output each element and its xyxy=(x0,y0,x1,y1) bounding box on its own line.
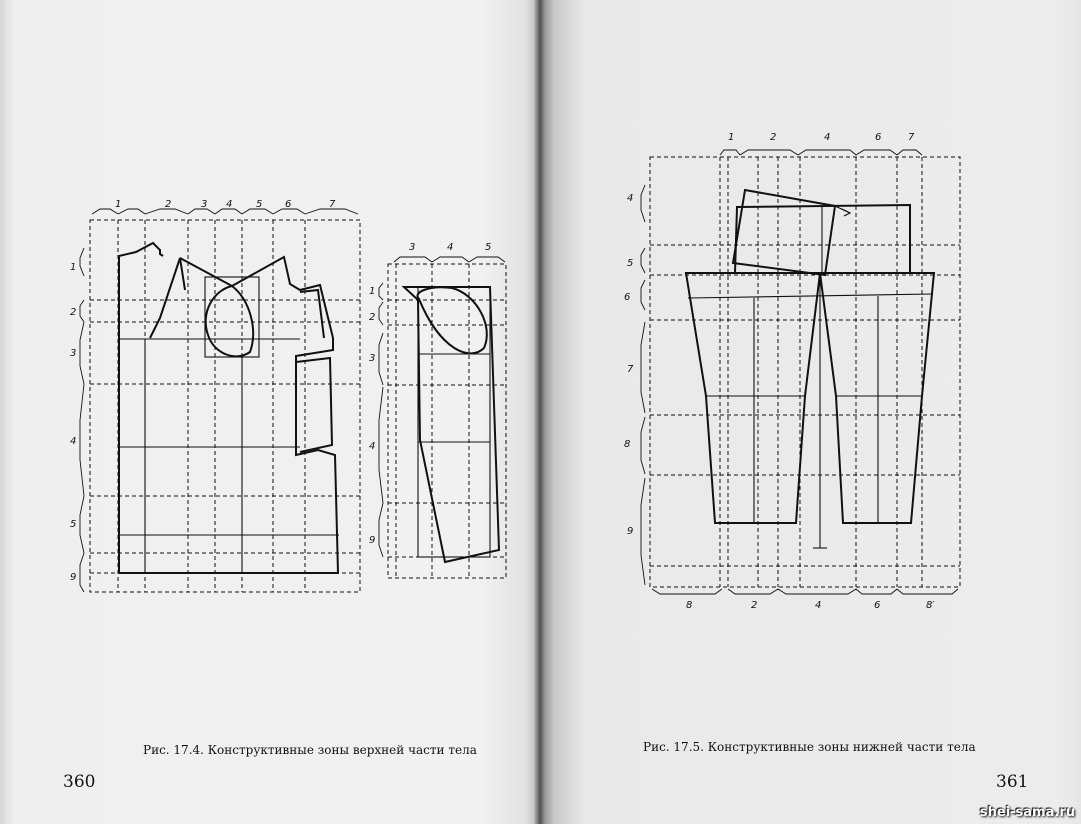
fig-a-top-label-1: 2 xyxy=(165,199,172,210)
fig-c-top-label-3: 6 xyxy=(875,132,882,143)
fig-b-side-label-0: 1 xyxy=(369,286,376,297)
fig-a-side-label-1: 2 xyxy=(70,307,77,318)
fig-b-side-label-4: 9 xyxy=(369,535,376,546)
figure-upper-body-sleeve xyxy=(379,257,506,578)
fig-b-side-label-2: 3 xyxy=(369,353,376,364)
fig-a-top-label-5: 6 xyxy=(285,199,292,210)
fig-c-bottom-label-4: 8′ xyxy=(926,600,935,611)
fig-c-side-label-4: 8 xyxy=(624,439,631,450)
fig-b-side-label-1: 2 xyxy=(369,312,376,323)
fig-c-side-label-2: 6 xyxy=(624,292,631,303)
figure-lower-body xyxy=(641,150,960,594)
fig-a-top-label-0: 1 xyxy=(115,199,122,210)
fig-c-side-label-1: 5 xyxy=(627,258,634,269)
fig-c-top-label-1: 2 xyxy=(770,132,777,143)
page-number-left: 360 xyxy=(63,772,96,792)
fig-c-top-label-4: 7 xyxy=(908,132,915,143)
zone-labels xyxy=(70,132,935,611)
fig-b-top-label-1: 4 xyxy=(447,242,454,253)
fig-a-top-label-6: 7 xyxy=(329,199,336,210)
fig-a-side-label-4: 5 xyxy=(70,519,77,530)
fig-c-side-label-5: 9 xyxy=(627,526,634,537)
watermark: shei-sama.ru xyxy=(979,805,1075,820)
fig-a-side-label-5: 9 xyxy=(70,572,77,583)
fig-a-side-label-0: 1 xyxy=(70,262,77,273)
fig-c-bottom-label-1: 2 xyxy=(751,600,758,611)
figure-caption-left: Рис. 17.4. Конструктивные зоны верхней части тела xyxy=(143,743,477,757)
fig-c-side-label-0: 4 xyxy=(627,193,634,204)
fig-b-top-label-2: 5 xyxy=(485,242,492,253)
fig-c-bottom-label-0: 8 xyxy=(686,600,693,611)
fig-c-side-label-3: 7 xyxy=(627,364,634,375)
page-number-right: 361 xyxy=(996,772,1029,792)
fig-c-bottom-label-3: 6 xyxy=(874,600,881,611)
fig-a-side-label-2: 3 xyxy=(70,348,77,359)
figure-upper-body-main xyxy=(80,209,360,592)
fig-c-top-label-2: 4 xyxy=(824,132,831,143)
fig-c-bottom-label-2: 4 xyxy=(815,600,822,611)
fig-a-side-label-3: 4 xyxy=(70,436,77,447)
fig-a-top-label-4: 5 xyxy=(256,199,263,210)
fig-c-top-label-0: 1 xyxy=(728,132,735,143)
fig-b-side-label-3: 4 xyxy=(369,441,376,452)
figure-caption-right: Рис. 17.5. Конструктивные зоны нижней части тела xyxy=(643,740,976,754)
fig-b-top-label-0: 3 xyxy=(409,242,416,253)
fig-a-top-label-2: 3 xyxy=(201,199,208,210)
fig-a-top-label-3: 4 xyxy=(226,199,233,210)
